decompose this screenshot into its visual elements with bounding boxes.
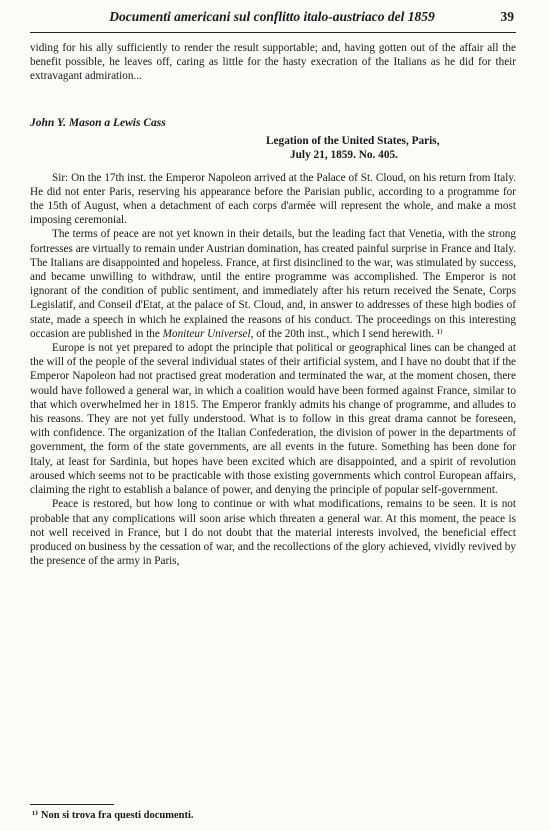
- letter-text: [30, 171, 516, 569]
- page-number: 39: [500, 9, 514, 24]
- header-rule: [30, 32, 516, 33]
- paragraph-2: [30, 227, 516, 341]
- footnote: ¹⁾ Non si trova fra questi documenti.: [32, 810, 194, 821]
- date-line: July 21, 1859. No. 405.: [290, 149, 398, 162]
- letter-heading: [30, 134, 516, 163]
- page-body: [30, 41, 516, 568]
- footnote-rule: [30, 804, 114, 805]
- paragraph-2-text-b: , of the 20th inst., which I send herewith. ¹⁾: [250, 327, 443, 340]
- newspaper-title: Moniteur Universel: [162, 327, 251, 340]
- paragraph-3: Europe is not yet prepared to adopt the principle that political or geographical lines can be changed at the will of the people of the several individual states of their artificial system, and I have no doubt that if the Emperor Napoleon had not practised great moderation and terminated the war, at the moment chosen, there would have followed a general war, in which a coalition would have been formed against France, similar to that which overwhelmed her in 1815. The Emperor frankly admits his change of programme, and alludes to his reasons. They are not yet fully understood. What is to follow in this great drama cannot be foreseen, with confidence. The organization of the Italian Confederation, the division of power in the departments of government, the form of the state governments, are all events in the future. Something has been done for Italy, at least for Sardinia, but hopes have been excited which are disappointed, and a spirit of revolution aroused which seems not to be practicable with those existing governments which control European affairs, claiming the right to establish a balance of power, and denying the principle of popular self-government.: [30, 342, 516, 497]
- paragraph-1: Sir: On the 17th inst. the Emperor Napoleon arrived at the Palace of St. Cloud, on his return from Italy. He did not enter Paris, reserving his appearance before the Parisian public, according to a programme for the 15th of August, when a detachment of each corps d'armée will represent the whole, and make a most imposing ceremonial.: [30, 171, 516, 227]
- paragraph-2-text-a: The terms of peace are not yet known in their details, but the leading fact that Venetia, with the strong fortresses are virtually to remain under Austrian domination, has created painful surprise in France and Italy. The Italians are disappointed and hopeless. France, at first disinclined to the war, was stimulated by success, and became unwilling to withdraw, until the entire programme was accomplished. The Emperor is not ignorant of the condition of public sentiment, and immediately after his return received the Senate, Corps Legislatif, and Conseil d'Etat, at the palace of St. Cloud, and, in answer to addresses of these high bodies of state, made a speech in which he explained the reasons of his conduct. The proceedings on this interesting occasion are published in the: [30, 228, 516, 340]
- paragraph-4: Peace is restored, but how long to continue or with what modifications, remains to be seen. It is not probable that any complications will soon arise which threaten a general war. At this moment, the peace is not well received in France, but I do not doubt that the material interests involved, the beneficial effect produced on business by the cessation of war, and the recollections of the glory achieved, vividly revived by the presence of the army in Paris,: [30, 498, 516, 568]
- document-title: John Y. Mason a Lewis Cass: [30, 116, 166, 129]
- running-head: Documenti americani sul conflitto italo-austriaco del 1859: [109, 9, 435, 24]
- continuation-paragraph: viding for his ally sufficiently to render the result supportable; and, having gotten out of the affair all the benefit possible, he leaves off, caring as little for the hasty execration of the Italians as he did for their extravagant admiration...: [30, 42, 516, 83]
- legation-line: Legation of the United States, Paris,: [266, 134, 440, 147]
